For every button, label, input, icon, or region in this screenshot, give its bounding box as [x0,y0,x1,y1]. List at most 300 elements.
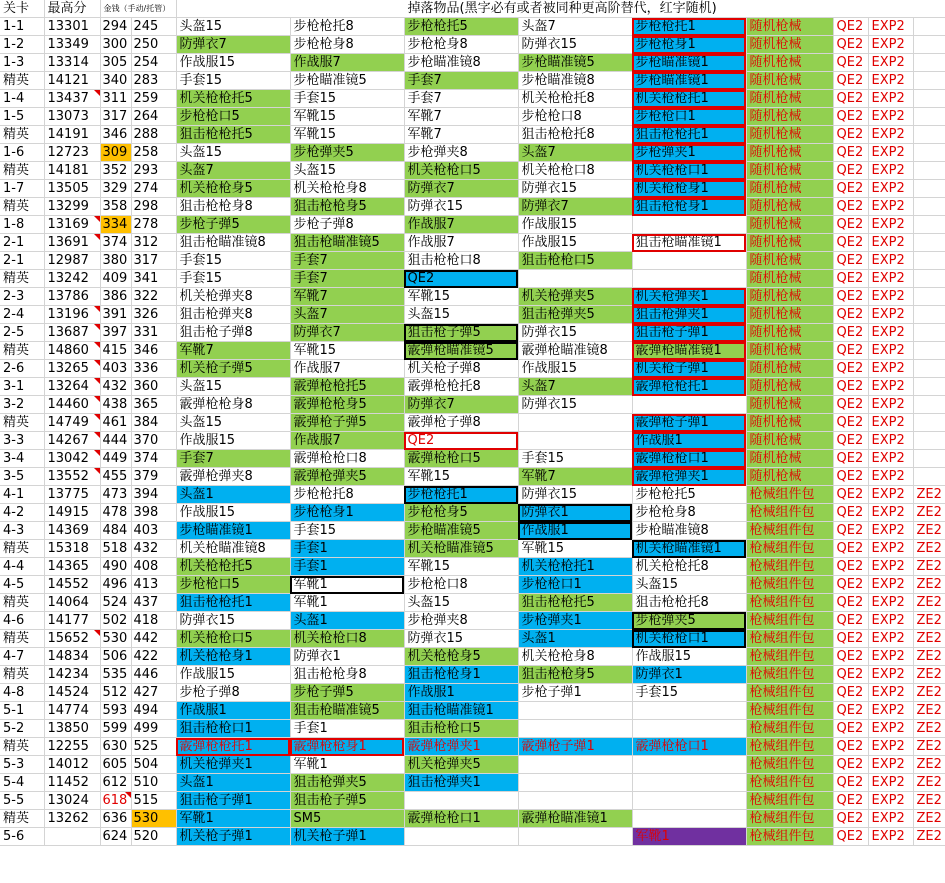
drop-item-cell: 军靴1 [290,756,404,774]
exp-cell: EXP2 [868,306,913,324]
stage-cell: 精英 [0,126,44,144]
ze-cell: ZE2 [913,756,945,774]
score-cell: 14552 [44,576,100,594]
stage-cell: 4-4 [0,558,44,576]
exp-cell: EXP2 [868,378,913,396]
drop-item-cell: 狙击枪子弹1 [176,792,290,810]
stage-cell: 1-6 [0,144,44,162]
ze-cell [913,198,945,216]
drop-item-cell: 狙击枪枪身1 [404,666,518,684]
drop-item-cell: 头盔7 [176,162,290,180]
header-gold: 金钱（手动/托管） [100,0,176,18]
random-drop-cell: 枪械组件包 [746,738,833,756]
exp-cell: EXP2 [868,90,913,108]
qe-cell: QE2 [833,288,868,306]
drop-item-cell [518,720,632,738]
random-drop-cell: 枪械组件包 [746,594,833,612]
random-drop-cell: 枪械组件包 [746,522,833,540]
drop-item-cell: 步枪枪托8 [290,486,404,504]
score-cell: 13850 [44,720,100,738]
drop-item-cell: 军靴15 [518,540,632,558]
exp-cell: EXP2 [868,360,913,378]
gold-manual-cell: 612 [100,774,131,792]
stage-cell: 1-7 [0,180,44,198]
drop-item-cell: 手套15 [290,522,404,540]
exp-cell: EXP2 [868,342,913,360]
qe-cell: QE2 [833,810,868,828]
score-cell: 13262 [44,810,100,828]
drop-item-cell: 机关枪枪口1 [632,630,746,648]
stage-cell: 1-5 [0,108,44,126]
gold-auto-cell: 278 [131,216,176,234]
qe-cell: QE2 [833,144,868,162]
drop-item-cell: 机关枪弹夹1 [176,756,290,774]
ze-cell: ZE2 [913,504,945,522]
qe-cell: QE2 [833,792,868,810]
drop-item-cell: 步枪瞄准镜5 [404,522,518,540]
qe-cell: QE2 [833,756,868,774]
qe-cell: QE2 [833,558,868,576]
score-cell: 13299 [44,198,100,216]
drop-item-cell: 作战服1 [632,432,746,450]
exp-cell: EXP2 [868,36,913,54]
drop-item-cell: 军靴7 [290,288,404,306]
drop-item-cell: 步枪弹夹5 [290,144,404,162]
drop-item-cell: 霰弹枪枪身8 [176,396,290,414]
random-drop-cell: 枪械组件包 [746,504,833,522]
drop-item-cell: 防弹衣15 [176,612,290,630]
score-cell: 15652 [44,630,100,648]
gold-manual-cell: 346 [100,126,131,144]
drop-item-cell: 防弹衣15 [518,324,632,342]
table-row [0,630,945,648]
gold-manual-cell: 455 [100,468,131,486]
qe-cell: QE2 [833,648,868,666]
drop-item-cell: 狙击枪枪口5 [404,720,518,738]
drop-item-cell: 霰弹枪枪口1 [632,738,746,756]
drop-item-cell: 作战服1 [518,522,632,540]
drop-item-cell: 防弹衣7 [404,180,518,198]
drop-item-cell: 狙击枪弹夹5 [290,774,404,792]
score-cell [44,828,100,846]
score-cell: 14177 [44,612,100,630]
gold-manual-cell: 618 [100,792,131,810]
drop-item-cell: 手套15 [518,450,632,468]
qe-cell: QE2 [833,702,868,720]
exp-cell: EXP2 [868,162,913,180]
gold-auto-cell: 525 [131,738,176,756]
exp-cell: EXP2 [868,684,913,702]
qe-cell: QE2 [833,468,868,486]
ze-cell: ZE2 [913,576,945,594]
exp-cell: EXP2 [868,216,913,234]
table-row [0,90,945,108]
score-cell: 14191 [44,126,100,144]
drop-item-cell: 步枪枪托8 [290,18,404,36]
random-drop-cell: 随机枪械 [746,306,833,324]
gold-manual-cell: 334 [100,216,131,234]
drop-item-cell: 手套7 [290,252,404,270]
exp-cell: EXP2 [868,126,913,144]
drop-item-cell: 狙击枪子弹5 [290,792,404,810]
drop-item-cell: 狙击枪弹夹1 [632,306,746,324]
qe-cell: QE2 [833,630,868,648]
drop-item-cell [518,774,632,792]
drop-item-cell: 步枪子弹5 [176,216,290,234]
stage-cell: 3-5 [0,468,44,486]
stage-cell: 精英 [0,198,44,216]
drop-item-cell: 防弹衣15 [518,180,632,198]
gold-auto-cell: 510 [131,774,176,792]
ze-cell [913,36,945,54]
ze-cell [913,342,945,360]
table-row [0,126,945,144]
random-drop-cell: 枪械组件包 [746,720,833,738]
score-cell: 14749 [44,414,100,432]
table-row [0,198,945,216]
drop-item-cell: 狙击枪瞄准镜1 [632,234,746,252]
stage-cell: 精英 [0,666,44,684]
qe-cell: QE2 [833,234,868,252]
drop-item-cell: 霰弹枪枪托1 [632,378,746,396]
qe-cell: QE2 [833,252,868,270]
table-row [0,378,945,396]
drop-item-cell: 霰弹枪弹夹8 [176,468,290,486]
stage-cell: 2-1 [0,252,44,270]
drop-item-cell: 机关枪枪身8 [290,180,404,198]
table-row [0,72,945,90]
random-drop-cell: 枪械组件包 [746,756,833,774]
random-drop-cell: 枪械组件包 [746,666,833,684]
drop-item-cell: 狙击枪瞄准镜1 [404,702,518,720]
exp-cell: EXP2 [868,54,913,72]
ze-cell: ZE2 [913,684,945,702]
gold-auto-cell: 331 [131,324,176,342]
table-row [0,774,945,792]
drop-item-cell: 机关枪枪托8 [632,558,746,576]
exp-cell: EXP2 [868,756,913,774]
drop-item-cell: 头盔1 [176,486,290,504]
qe-cell: QE2 [833,432,868,450]
gold-auto-cell: 418 [131,612,176,630]
random-drop-cell: 枪械组件包 [746,702,833,720]
drop-item-cell: 头盔1 [290,612,404,630]
random-drop-cell: 随机枪械 [746,54,833,72]
qe-cell: QE2 [833,396,868,414]
random-drop-cell: 随机枪械 [746,72,833,90]
drop-item-cell: 步枪枪口1 [518,576,632,594]
score-cell: 14524 [44,684,100,702]
ze-cell [913,288,945,306]
drop-item-cell: 手套1 [290,540,404,558]
qe-cell: QE2 [833,342,868,360]
random-drop-cell: 枪械组件包 [746,540,833,558]
stage-cell: 5-2 [0,720,44,738]
random-drop-cell: 随机枪械 [746,360,833,378]
qe-cell: QE2 [833,738,868,756]
gold-manual-cell: 473 [100,486,131,504]
drop-item-cell: 手套15 [290,90,404,108]
gold-auto-cell: 520 [131,828,176,846]
exp-cell: EXP2 [868,828,913,846]
score-cell: 14064 [44,594,100,612]
score-cell: 14234 [44,666,100,684]
drop-item-cell: 作战服15 [518,360,632,378]
score-cell: 15318 [44,540,100,558]
gold-manual-cell: 478 [100,504,131,522]
drop-item-cell: 机关枪枪身1 [176,648,290,666]
gold-manual-cell: 444 [100,432,131,450]
drop-item-cell: SM5 [290,810,404,828]
header-stage: 关卡 [0,0,44,18]
gold-auto-cell: 326 [131,306,176,324]
ze-cell: ZE2 [913,666,945,684]
qe-cell: QE2 [833,522,868,540]
drop-item-cell: 霰弹枪枪口5 [404,450,518,468]
gold-auto-cell: 254 [131,54,176,72]
drop-item-cell: 霰弹枪弹夹5 [290,468,404,486]
random-drop-cell: 枪械组件包 [746,576,833,594]
drop-item-cell: 霰弹枪瞄准镜1 [518,810,632,828]
drop-item-cell [632,774,746,792]
score-cell: 14915 [44,504,100,522]
drop-item-cell [518,414,632,432]
stage-cell: 1-4 [0,90,44,108]
drop-item-cell: 防弹衣15 [404,630,518,648]
ze-cell [913,360,945,378]
drop-item-cell: 机关枪瞄准镜5 [404,540,518,558]
qe-cell: QE2 [833,36,868,54]
table-row [0,576,945,594]
gold-auto-cell: 442 [131,630,176,648]
drop-item-cell: 狙击枪枪身5 [290,198,404,216]
ze-cell [913,162,945,180]
drop-item-cell: 头盔15 [290,162,404,180]
table-row [0,486,945,504]
gold-auto-cell: 312 [131,234,176,252]
table-row [0,450,945,468]
drop-item-cell: 机关枪枪托1 [518,558,632,576]
ze-cell: ZE2 [913,486,945,504]
drop-item-cell: 狙击枪瞄准镜5 [290,702,404,720]
ze-cell [913,414,945,432]
stage-cell: 1-1 [0,18,44,36]
drop-item-cell: 机关枪子弹5 [176,360,290,378]
drop-item-cell: 步枪瞄准镜1 [176,522,290,540]
drop-item-cell: 步枪子弹5 [290,684,404,702]
drop-item-cell [632,702,746,720]
drop-item-cell: 军靴15 [404,288,518,306]
gold-manual-cell: 449 [100,450,131,468]
gold-manual-cell: 391 [100,306,131,324]
gold-manual-cell: 386 [100,288,131,306]
drop-item-cell: 头盔7 [290,306,404,324]
drop-item-cell: 步枪枪托1 [632,18,746,36]
drop-item-cell: 作战服7 [290,54,404,72]
qe-cell: QE2 [833,666,868,684]
table-row [0,216,945,234]
drop-item-cell: 霰弹枪弹夹1 [632,468,746,486]
stage-cell: 4-7 [0,648,44,666]
drop-item-cell [518,792,632,810]
ze-cell [913,108,945,126]
drop-item-cell: 军靴15 [290,342,404,360]
drop-item-cell: 步枪弹夹1 [632,144,746,162]
drop-item-cell [518,702,632,720]
drop-item-cell: 步枪弹夹8 [404,144,518,162]
ze-cell [913,234,945,252]
gold-auto-cell: 494 [131,702,176,720]
drop-item-cell: 步枪枪托5 [632,486,746,504]
gold-auto-cell: 379 [131,468,176,486]
drop-item-cell: 步枪枪口1 [632,108,746,126]
stage-cell: 精英 [0,594,44,612]
drop-item-cell: 狙击枪弹夹5 [518,306,632,324]
gold-auto-cell: 317 [131,252,176,270]
drop-item-cell [632,252,746,270]
random-drop-cell: 随机枪械 [746,450,833,468]
gold-auto-cell: 432 [131,540,176,558]
drop-item-cell: 手套1 [290,720,404,738]
ze-cell: ZE2 [913,594,945,612]
random-drop-cell: 随机枪械 [746,468,833,486]
drop-item-cell: 步枪瞄准镜8 [632,522,746,540]
random-drop-cell: 随机枪械 [746,108,833,126]
table-row [0,396,945,414]
exp-cell: EXP2 [868,414,913,432]
random-drop-cell: 随机枪械 [746,378,833,396]
drop-item-cell: 步枪枪托5 [404,18,518,36]
drop-item-cell: 步枪枪身5 [404,504,518,522]
drop-item-cell: 头盔15 [404,306,518,324]
gold-auto-cell: 293 [131,162,176,180]
drop-item-cell: 防弹衣15 [518,486,632,504]
drop-item-cell: 步枪弹夹5 [632,612,746,630]
ze-cell [913,144,945,162]
drop-item-cell: 军靴1 [176,810,290,828]
drop-item-cell: 作战服15 [176,504,290,522]
ze-cell: ZE2 [913,828,945,846]
ze-cell: ZE2 [913,612,945,630]
score-cell: 14834 [44,648,100,666]
table-row [0,432,945,450]
table-row [0,324,945,342]
drop-item-cell [632,720,746,738]
gold-auto-cell: 408 [131,558,176,576]
exp-cell: EXP2 [868,630,913,648]
drop-item-cell: 机关枪枪口5 [404,162,518,180]
gold-manual-cell: 593 [100,702,131,720]
stage-cell: 精英 [0,738,44,756]
gold-manual-cell: 496 [100,576,131,594]
exp-cell: EXP2 [868,558,913,576]
table-row [0,540,945,558]
stage-cell: 3-4 [0,450,44,468]
table-row [0,18,945,36]
table-row [0,180,945,198]
table-row [0,558,945,576]
drop-item-cell: 机关枪枪口1 [632,162,746,180]
qe-cell: QE2 [833,576,868,594]
random-drop-cell: 随机枪械 [746,216,833,234]
exp-cell: EXP2 [868,432,913,450]
gold-auto-cell: 365 [131,396,176,414]
drop-item-cell: 军靴7 [176,342,290,360]
header-row [0,0,945,18]
drop-item-cell: 步枪弹夹1 [518,612,632,630]
gold-auto-cell: 530 [131,810,176,828]
stage-cell: 2-4 [0,306,44,324]
drop-item-cell: 机关枪弹夹5 [404,756,518,774]
drop-item-cell: 步枪枪口5 [176,108,290,126]
drop-item-cell: 军靴15 [290,126,404,144]
table-row [0,756,945,774]
drop-item-cell: 防弹衣15 [518,396,632,414]
gold-auto-cell: 283 [131,72,176,90]
drop-item-cell [518,828,632,846]
random-drop-cell: 随机枪械 [746,396,833,414]
stage-cell: 精英 [0,162,44,180]
drop-item-cell: 军靴1 [632,828,746,846]
random-drop-cell: 随机枪械 [746,288,833,306]
drop-item-cell [518,756,632,774]
qe-cell: QE2 [833,198,868,216]
ze-cell: ZE2 [913,702,945,720]
drop-item-cell: 防弹衣7 [404,396,518,414]
drop-item-cell: 步枪枪托1 [404,486,518,504]
stage-cell: 4-1 [0,486,44,504]
drop-item-cell: 头盔15 [632,576,746,594]
ze-cell [913,468,945,486]
exp-cell: EXP2 [868,540,913,558]
stage-cell: 5-6 [0,828,44,846]
drop-item-cell: 机关枪枪托5 [176,558,290,576]
drop-item-cell: 步枪瞄准镜5 [518,54,632,72]
gold-auto-cell: 288 [131,126,176,144]
gold-manual-cell: 624 [100,828,131,846]
drop-item-cell: 霰弹枪枪身5 [290,396,404,414]
gold-manual-cell: 432 [100,378,131,396]
drop-item-cell: 机关枪枪托8 [518,90,632,108]
drop-item-cell: 霰弹枪枪口8 [290,450,404,468]
gold-auto-cell: 422 [131,648,176,666]
qe-cell: QE2 [833,594,868,612]
gold-manual-cell: 294 [100,18,131,36]
random-drop-cell: 随机枪械 [746,162,833,180]
drop-item-cell: 头盔15 [176,414,290,432]
drop-item-cell: 机关枪子弹1 [290,828,404,846]
qe-cell: QE2 [833,54,868,72]
drop-item-cell: 防弹衣7 [290,324,404,342]
gold-auto-cell: 259 [131,90,176,108]
exp-cell: EXP2 [868,666,913,684]
gold-auto-cell: 437 [131,594,176,612]
drop-item-cell: 机关枪枪身5 [404,648,518,666]
score-cell: 13264 [44,378,100,396]
exp-cell: EXP2 [868,270,913,288]
score-cell: 13073 [44,108,100,126]
score-cell: 14121 [44,72,100,90]
drop-item-cell: 霰弹枪枪口1 [632,450,746,468]
qe-cell: QE2 [833,72,868,90]
drop-item-cell: 作战服7 [290,432,404,450]
table-row [0,270,945,288]
ze-cell [913,72,945,90]
gold-auto-cell: 298 [131,198,176,216]
stage-cell: 1-8 [0,216,44,234]
drop-item-cell [518,432,632,450]
random-drop-cell: 随机枪械 [746,198,833,216]
